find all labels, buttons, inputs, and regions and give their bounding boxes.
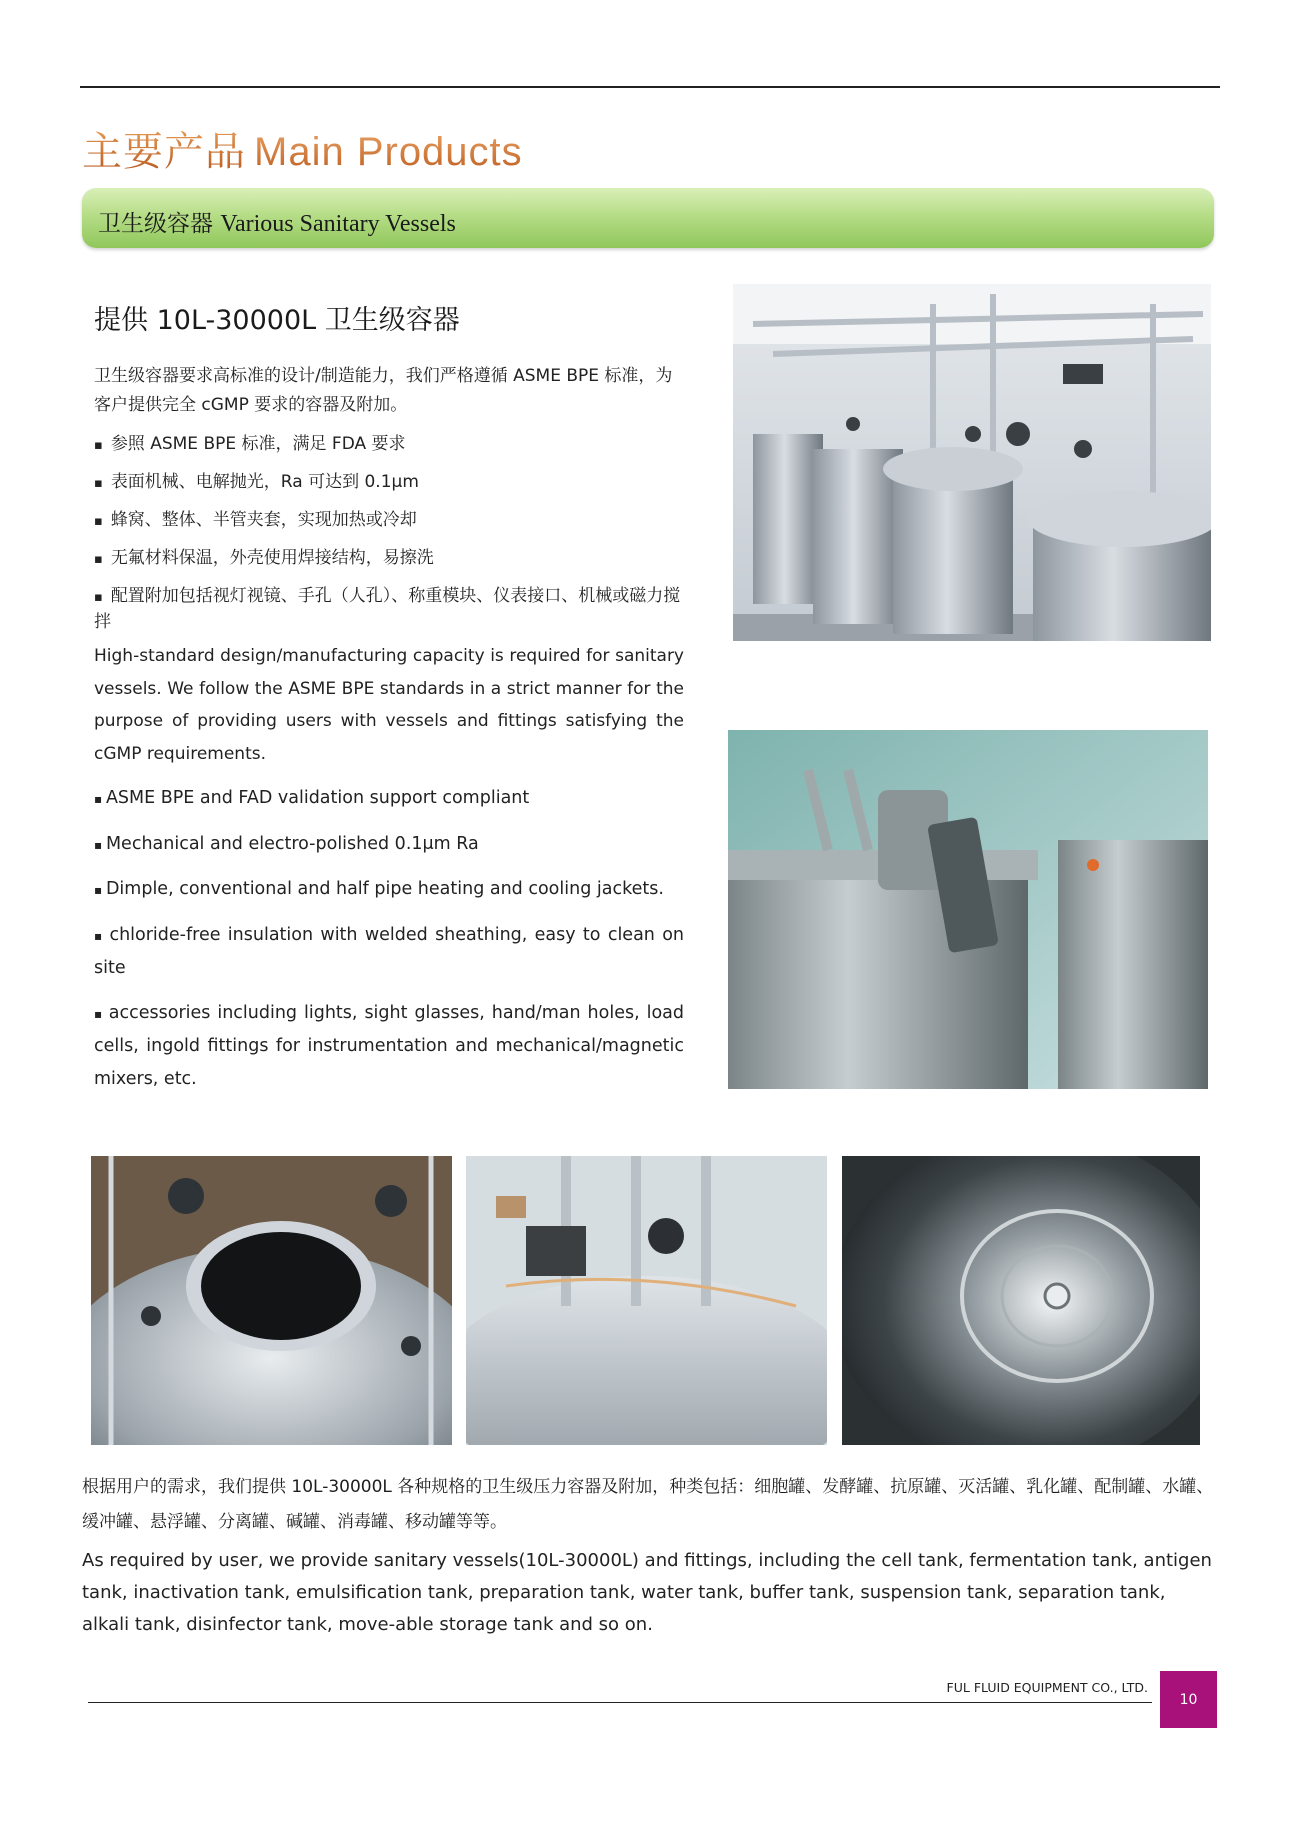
bullet-en-item: ▪ Mechanical and electro-polished 0.1μm Ra xyxy=(94,828,684,862)
vessel-types-zh: 根据用户的需求，我们提供 10L-30000L 各种规格的卫生级压力容器及附加，种类包括：细胞罐、发酵罐、抗原罐、灭活罐、乳化罐、配制罐、水罐、缓冲罐、悬浮罐、分离罐、碱罐、消毒罐、移动罐等等。 xyxy=(82,1477,1214,1532)
bullet-en-item: ▪ chloride-free insulation with welded sheathing, easy to clean on site xyxy=(94,919,684,985)
photo-open-manway xyxy=(91,1156,452,1445)
page-title xyxy=(82,120,523,177)
bullet-en-item: ▪ Dimple, conventional and half pipe heating and cooling jackets. xyxy=(94,873,684,907)
intro-zh: 卫生级容器要求高标准的设计/制造能力，我们严格遵循 ASME BPE 标准，为客户提供完全 cGMP 要求的容器及附加。 xyxy=(94,366,673,415)
bullet-zh-item: ▪ 参照 ASME BPE 标准，满足 FDA 要求 xyxy=(94,432,684,458)
photo-tank-interior xyxy=(842,1156,1200,1445)
company-name: FUL FLUID EQUIPMENT CO., LTD. xyxy=(946,1680,1148,1695)
bullet-zh-item: ▪ 表面机械、电解抛光，Ra 可达到 0.1μm xyxy=(94,470,684,496)
page-title-en: Main Products xyxy=(254,130,523,174)
banner-label-zh: 卫生级容器 xyxy=(98,211,213,237)
photo-tank-closeup xyxy=(728,730,1208,1089)
photo-vessel-hall xyxy=(733,284,1211,641)
top-rule xyxy=(80,86,1220,88)
banner-text xyxy=(98,205,456,238)
bullet-zh-item: ▪ 配置附加包括视灯视镜、手孔（人孔）、称重模块、仪表接口、机械或磁力搅拌 xyxy=(94,584,684,634)
bullet-zh-item: ▪ 无氟材料保温，外壳使用焊接结构，易擦洗 xyxy=(94,546,684,572)
intro-en: High-standard design/manufacturing capacity is required for sanitary vessels. We follow the ASME BPE standards in a strict manner for the purpose of providing users with vessels and fittings satisfying the cGMP requirements. xyxy=(94,646,684,764)
footer-rule xyxy=(88,1702,1152,1703)
bullet-list-zh xyxy=(94,432,684,646)
page-number: 10 xyxy=(1160,1671,1217,1728)
banner-label-en: Various Sanitary Vessels xyxy=(220,211,456,237)
page-title-zh: 主要产品 xyxy=(82,129,246,175)
photo-tank-top xyxy=(466,1156,827,1445)
bullet-zh-item: ▪ 蜂窝、整体、半管夹套，实现加热或冷却 xyxy=(94,508,684,534)
section-heading: 提供 10L-30000L 卫生级容器 xyxy=(94,305,460,336)
bullet-en-item: ▪ ASME BPE and FAD validation support compliant xyxy=(94,782,684,816)
bullet-list-en xyxy=(94,782,684,1107)
bullet-en-item: ▪ accessories including lights, sight glasses, hand/man holes, load cells, ingold fittings for instrumentation and mechanical/magnetic mixers, etc. xyxy=(94,997,684,1096)
vessel-types-en: As required by user, we provide sanitary vessels(10L-30000L) and fittings, including the cell tank, fermentation tank, antigen tank, inactivation tank, emulsification tank, preparation tank, water tank, buffer tank, suspension tank, separation tank, alkali tank, disinfector tank, move-able storage tank and so on. xyxy=(82,1550,1212,1635)
section-banner xyxy=(82,188,1214,248)
